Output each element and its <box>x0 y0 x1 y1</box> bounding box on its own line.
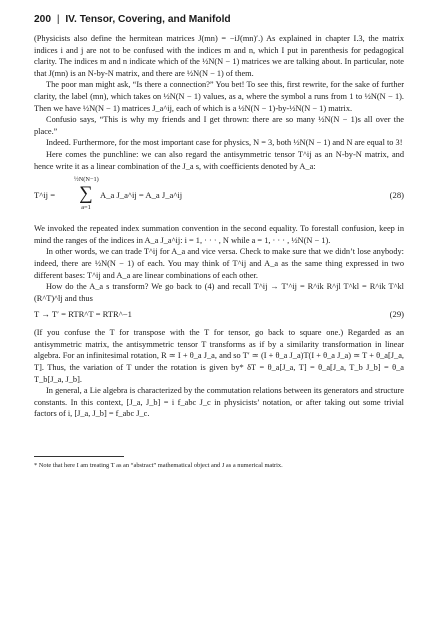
summation-symbol: ∑ <box>79 183 93 205</box>
paragraph-8: How do the A_a s transform? We go back to (4) and recall T^ij → T′^ij = R^ik R^jl T^kl = R^ik T^kl (R^T)^lj and thus <box>34 282 404 303</box>
paragraph-7: In other words, we can trade T^ij for A_a and vice versa. Check to make sure that we didn’t lose anybody: indeed, there are ½N(N − 1) of each. You may think of T^ij and A_a as the same thing expressed in two different bases: T^ij and A_a are linear combinations of each other. <box>34 247 404 280</box>
equation-29-number: (29) <box>389 309 404 320</box>
summation-lower-limit: a=1 <box>81 204 91 212</box>
part-title: IV. Tensor, Covering, and Manifold <box>65 14 231 25</box>
equation-29-expression: T → T′ = RTR^T = RTR^−1 <box>34 309 132 320</box>
summation-sign <box>74 176 98 212</box>
paragraph-4: Indeed. Furthermore, for the most important case for physics, N = 3, both ½N(N − 1) and N are equal to 3! <box>46 138 403 148</box>
footnote-rule <box>34 456 124 457</box>
footnote: * Note that here I am treating T as an “abstract” mathematical object and J as a numerical matrix. <box>34 462 283 470</box>
running-header <box>34 14 404 25</box>
equation-28-rhs: A_a J_a^ij = A_a J_a^ij <box>100 190 183 201</box>
header-separator: | <box>56 14 60 25</box>
equation-29 <box>34 309 404 321</box>
paragraph-10: In general, a Lie algebra is characterized by the commutation relations between its generators and structure constants. In this context, [J_a, J_b] = i f_abc J_c in physicists’ notation, or after taking out some trivial factors of i, [J_a, J_b] = f_abc J_c. <box>34 386 404 419</box>
equation-28-number: (28) <box>389 190 404 201</box>
page-number: 200 <box>34 14 51 25</box>
summation-upper-limit: ½N(N−1) <box>74 176 99 184</box>
paragraph-1: (Physicists also define the hermitean matrices J(mn) = −iJ(mn)′.) As explained in chapter I.3, the matrix indices i and j are not to be confused with the indices m and n, which I put in parenthesis for pedagogical clarity. The indices m and n indicate which of the ½N(N − 1) matrices we are talking about. In particular, note that J(mn) is an N-by-N matrix, and there are ½N(N − 1) of them. <box>34 34 404 78</box>
paragraph-5: Here comes the punchline: we can also regard the antisymmetric tensor T^ij as an N-by-N matrix, and hence write it as a linear combination of the J_a s, with coefficients denoted by A_a: <box>34 149 404 171</box>
paragraph-6: We invoked the repeated index summation convention in the second equality. To forestall confusion, keep in mind the ranges of the indices in A_a J_a^ij: i = 1, · · · , N while a = 1, · · · , ½N(N − 1). <box>34 224 404 245</box>
equation-28 <box>34 176 404 218</box>
paragraph-9: (If you confuse the T for transpose with the T for tensor, go back to square one.) Regarded as an antisymmetric matrix, the antisymmetric tensor T transforms as if by a similarity transformation in linear algebra. For an infinitesimal rotation, R ≃ I + θ_a J_a, and so T′ ≃ (I + θ_a J_a)T(I + θ_a J_a) ≃ T + θ_a[J_a, T]. Thus, the variation of T under the rotation is given by* δT = θ_a[J_a, T] = θ_a[J_a, T_b J_b] = θ_a T_b[J_a, J_b]. <box>34 328 404 384</box>
paragraph-2: The poor man might ask, “Is there a connection?” You bet! To see this, first rewrite, for the sake of further clarity, the label (mn), which takes on ½N(N − 1) values, as a, where the symbol a runs from 1 to ½N(N − 1). Then we have ½N(N − 1) matrices J_a^ij, each of which is a ½N(N − 1)-by-½N(N − 1) matrix. <box>34 80 404 113</box>
paragraph-3: Confusio says, “This is why my friends and I get thrown: there are so many ½N(N − 1)s all over the place.” <box>34 115 404 136</box>
equation-28-lhs: T^ij = <box>34 190 56 201</box>
